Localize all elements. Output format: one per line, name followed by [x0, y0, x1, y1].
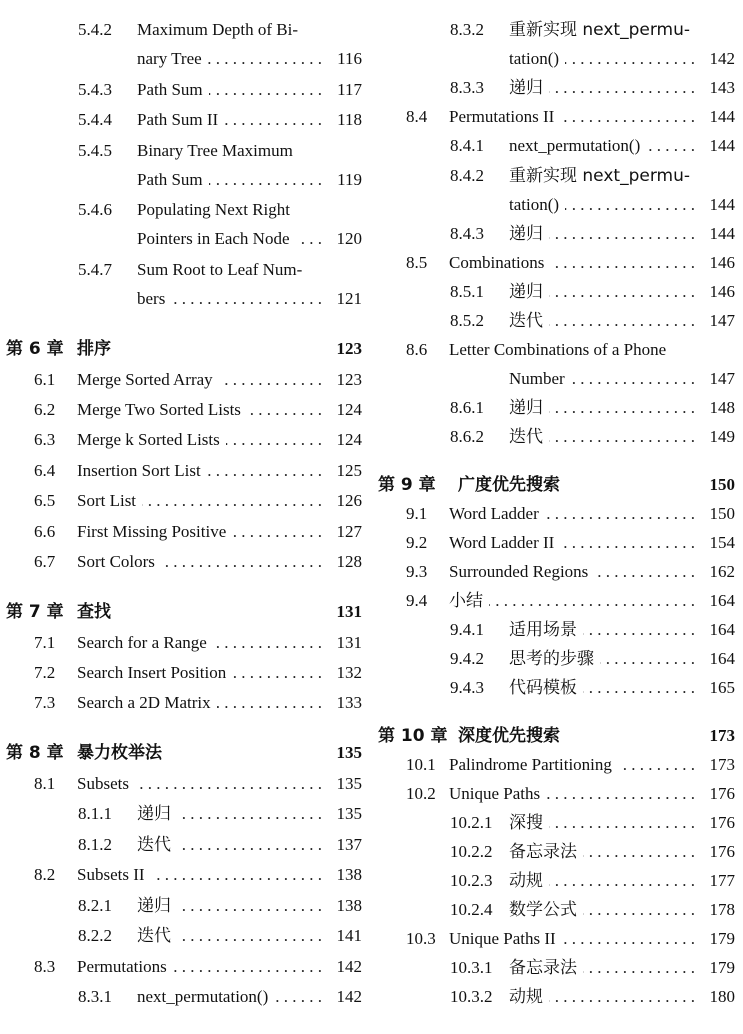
section-number: 10.2.1: [450, 813, 493, 832]
dot-leader: [489, 587, 695, 615]
toc-entry-row[interactable]: [378, 838, 735, 866]
page-number: 165: [709, 678, 735, 697]
entry-title: Sort Colors: [77, 552, 155, 571]
section-number: 9.4.2: [450, 649, 484, 668]
entry-title: Populating Next Right: [137, 200, 290, 219]
entry-title: First Missing Positive: [77, 522, 227, 541]
toc-entry-row[interactable]: [378, 336, 735, 364]
entry-title: 重新实现 next_permu-: [509, 20, 690, 40]
entry-title: Subsets II: [77, 865, 145, 884]
page-number: 142: [336, 987, 362, 1006]
page-number: 126: [336, 491, 362, 510]
section-number: 8.4.2: [450, 166, 484, 185]
page-number: 146: [709, 282, 735, 301]
page-number: 141: [336, 926, 362, 945]
section-number: 8.3.3: [450, 78, 484, 97]
section-number: 7.1: [34, 633, 56, 652]
toc-entry-row[interactable]: [0, 106, 362, 134]
toc-entry-row[interactable]: [378, 645, 735, 673]
dot-leader: [571, 365, 695, 393]
toc-entry-row[interactable]: [378, 45, 735, 73]
chapter-number: 第 6 章: [6, 339, 64, 359]
toc-chapter-row[interactable]: [0, 739, 362, 767]
toc-entry-row[interactable]: [378, 867, 735, 895]
toc-entry-row[interactable]: [378, 162, 735, 190]
section-number: 10.2.3: [450, 871, 493, 890]
section-number: 6.4: [34, 461, 56, 480]
section-number: 8.6: [406, 340, 428, 359]
page-number: 150: [709, 475, 735, 494]
page-number: 131: [336, 633, 362, 652]
entry-title: 递归: [137, 804, 171, 824]
dot-leader: [583, 954, 695, 982]
toc-entry-row[interactable]: [0, 548, 362, 576]
toc-chapter-row[interactable]: [378, 722, 735, 750]
toc-entry-row[interactable]: [0, 76, 362, 104]
dot-leader: [213, 629, 322, 657]
entry-title: Merge k Sorted Lists: [77, 430, 220, 449]
page-number: 128: [336, 552, 362, 571]
toc-chapter-row[interactable]: [378, 471, 735, 499]
section-number: 10.3.1: [450, 958, 493, 977]
page-number: 164: [709, 620, 735, 639]
entry-title: bers: [137, 289, 166, 308]
toc-entry-row[interactable]: [0, 16, 362, 44]
page-number: 131: [336, 602, 362, 621]
entry-title: tation(): [509, 195, 560, 214]
page-number: 124: [336, 400, 362, 419]
page-number: 144: [709, 224, 735, 243]
entry-title: Surrounded Regions: [449, 562, 589, 581]
dot-leader: [560, 103, 695, 131]
dot-leader: [549, 423, 695, 451]
page-number: 142: [709, 49, 735, 68]
toc-entry-row[interactable]: [0, 426, 362, 454]
entry-title: 迭代: [137, 835, 171, 855]
page-number: 149: [709, 427, 735, 446]
page-number: 125: [336, 461, 362, 480]
toc-entry-row[interactable]: [378, 365, 735, 393]
toc-entry-row[interactable]: [0, 256, 362, 284]
page-number: 162: [709, 562, 735, 581]
section-number: 10.2: [406, 784, 436, 803]
toc-entry-row[interactable]: [378, 307, 735, 335]
toc-entry-row[interactable]: [0, 953, 362, 981]
entry-title: 备忘录法: [509, 958, 577, 978]
section-number: 10.3: [406, 929, 436, 948]
section-number: 8.6.2: [450, 427, 484, 446]
dot-leader: [549, 867, 695, 895]
chapter-title: 排序: [77, 339, 111, 359]
dot-leader: [565, 191, 695, 219]
toc-entry-row[interactable]: [378, 674, 735, 702]
dot-leader: [208, 45, 322, 73]
page-number: 127: [336, 522, 362, 541]
toc-entry-row[interactable]: [378, 896, 735, 924]
page-number: 173: [709, 755, 735, 774]
toc-entry-row[interactable]: [378, 751, 735, 779]
entry-title: 递归: [509, 398, 543, 418]
page-number: 144: [709, 195, 735, 214]
toc-entry-row[interactable]: [378, 558, 735, 586]
entry-title: 数学公式: [509, 900, 577, 920]
dot-leader: [549, 307, 695, 335]
chapter-number: 第 9 章: [378, 475, 436, 495]
dot-leader: [600, 645, 695, 673]
toc-chapter-row[interactable]: [0, 598, 362, 626]
toc-entry-row[interactable]: [0, 892, 362, 920]
entry-title: Word Ladder: [449, 504, 539, 523]
dot-leader: [583, 896, 695, 924]
dot-leader: [550, 249, 695, 277]
section-number: 8.5.1: [450, 282, 484, 301]
page-number: 132: [336, 663, 362, 682]
entry-title: Insertion Sort List: [77, 461, 201, 480]
chapter-title: 深度优先搜索: [458, 726, 560, 746]
entry-title: Unique Paths II: [449, 929, 556, 948]
page-number: 147: [709, 311, 735, 330]
section-number: 8.3.2: [450, 20, 484, 39]
entry-title: Binary Tree Maximum: [137, 141, 293, 160]
section-number: 5.4.7: [78, 260, 112, 279]
section-number: 10.2.4: [450, 900, 493, 919]
entry-title: Path Sum: [137, 170, 203, 189]
page-number: 123: [336, 370, 362, 389]
section-number: 8.1.1: [78, 804, 112, 823]
toc-entry-row[interactable]: [0, 983, 362, 1011]
entry-title: Search for a Range: [77, 633, 207, 652]
section-number: 9.4: [406, 591, 428, 610]
section-number: 5.4.2: [78, 20, 112, 39]
toc-entry-row[interactable]: [0, 396, 362, 424]
toc-entry-row[interactable]: [0, 285, 362, 313]
toc-entry-row[interactable]: [0, 137, 362, 165]
section-number: 6.7: [34, 552, 56, 571]
section-number: 8.2.1: [78, 896, 112, 915]
section-number: 10.1: [406, 755, 436, 774]
entry-title: 深搜: [509, 813, 543, 833]
dot-leader: [562, 925, 695, 953]
dot-leader: [135, 770, 322, 798]
entry-title: 备忘录法: [509, 842, 577, 862]
chapter-title: 查找: [77, 602, 111, 622]
page-number: 180: [709, 987, 735, 1006]
section-number: 9.4.3: [450, 678, 484, 697]
entry-title: Search Insert Position: [77, 663, 227, 682]
entry-title: next_permutation(): [137, 987, 269, 1006]
dot-leader: [274, 983, 322, 1011]
page-number: 143: [709, 78, 735, 97]
entry-title: Merge Sorted Array: [77, 370, 213, 389]
dot-leader: [224, 106, 322, 134]
page-number: 142: [336, 957, 362, 976]
dot-leader: [232, 518, 322, 546]
chapter-number: 第 10 章: [378, 726, 448, 746]
section-number: 5.4.3: [78, 80, 112, 99]
dot-leader: [545, 500, 695, 528]
entry-title: Permutations II: [449, 107, 555, 126]
entry-title: next_permutation(): [509, 136, 641, 155]
dot-leader: [549, 394, 695, 422]
page-number: 148: [709, 398, 735, 417]
entry-title: 递归: [509, 282, 543, 302]
dot-leader: [219, 366, 322, 394]
section-number: 9.1: [406, 504, 428, 523]
section-number: 8.5: [406, 253, 428, 272]
page-number: 138: [336, 865, 362, 884]
toc-entry-row[interactable]: [0, 689, 362, 717]
entry-title: Pointers in Each Node: [137, 229, 290, 248]
page-number: 121: [336, 289, 362, 308]
dot-leader: [549, 278, 695, 306]
dot-leader: [177, 922, 322, 950]
section-number: 8.4.1: [450, 136, 484, 155]
entry-title: Merge Two Sorted Lists: [77, 400, 241, 419]
dot-leader: [594, 558, 695, 586]
entry-title: Path Sum: [137, 80, 203, 99]
page-number: 179: [709, 929, 735, 948]
page-number: 179: [709, 958, 735, 977]
entry-title: Subsets: [77, 774, 129, 793]
dot-leader: [177, 800, 322, 828]
page-number: 124: [336, 430, 362, 449]
section-number: 5.4.4: [78, 110, 112, 129]
section-number: 8.4: [406, 107, 428, 126]
page-number: 154: [709, 533, 735, 552]
page-number: 164: [709, 649, 735, 668]
dot-leader: [217, 689, 322, 717]
page-number: 135: [336, 774, 362, 793]
section-number: 6.2: [34, 400, 56, 419]
section-number: 8.1.2: [78, 835, 112, 854]
dot-leader: [546, 780, 695, 808]
toc-entry-row[interactable]: [0, 629, 362, 657]
toc-entry-row[interactable]: [378, 278, 735, 306]
section-number: 7.2: [34, 663, 56, 682]
entry-title: Letter Combinations of a Phone: [449, 340, 667, 359]
section-number: 10.2.2: [450, 842, 493, 861]
toc-entry-row[interactable]: [378, 500, 735, 528]
dot-leader: [583, 838, 695, 866]
section-number: 6.3: [34, 430, 56, 449]
dot-leader: [583, 674, 695, 702]
dot-leader: [646, 132, 695, 160]
dot-leader: [207, 457, 322, 485]
toc-entry-row[interactable]: [378, 616, 735, 644]
chapter-title: 暴力枚举法: [77, 743, 162, 763]
entry-title: 思考的步骤: [509, 649, 594, 669]
entry-title: 适用场景: [509, 620, 577, 640]
page-number: 150: [709, 504, 735, 523]
toc-entry-row[interactable]: [0, 770, 362, 798]
section-number: 10.3.2: [450, 987, 493, 1006]
entry-title: 迭代: [509, 311, 543, 331]
dot-leader: [560, 529, 695, 557]
entry-title: Word Ladder II: [449, 533, 555, 552]
entry-title: nary Tree: [137, 49, 202, 68]
page-number: 135: [336, 804, 362, 823]
page-number: 120: [336, 229, 362, 248]
toc-entry-row[interactable]: [0, 831, 362, 859]
toc-entry-row[interactable]: [378, 103, 735, 131]
dot-leader: [161, 548, 322, 576]
entry-title: 动规: [509, 987, 543, 1007]
dot-leader: [549, 809, 695, 837]
section-number: 9.3: [406, 562, 428, 581]
toc-entry-row[interactable]: [0, 196, 362, 224]
page-number: 146: [709, 253, 735, 272]
toc-chapter-row[interactable]: [0, 335, 362, 363]
chapter-title: 广度优先搜索: [458, 475, 560, 495]
chapter-number: 第 8 章: [6, 743, 64, 763]
toc-entry-row[interactable]: [0, 518, 362, 546]
toc-entry-row[interactable]: [0, 366, 362, 394]
entry-title: Palindrome Partitioning: [449, 755, 612, 774]
dot-leader: [226, 426, 322, 454]
dot-leader: [173, 953, 322, 981]
dot-leader: [142, 487, 322, 515]
entry-title: 迭代: [137, 926, 171, 946]
page-number: 176: [709, 784, 735, 803]
toc-entry-row[interactable]: [378, 16, 735, 44]
page-number: 164: [709, 591, 735, 610]
entry-title: Sum Root to Leaf Num-: [137, 260, 303, 279]
toc-entry-row[interactable]: [378, 74, 735, 102]
dot-leader: [549, 220, 695, 248]
page-number: 147: [709, 369, 735, 388]
section-number: 9.2: [406, 533, 428, 552]
toc-entry-row[interactable]: [0, 800, 362, 828]
page-number: 116: [337, 49, 362, 68]
dot-leader: [151, 861, 322, 889]
page-number: 119: [337, 170, 362, 189]
section-number: 8.3.1: [78, 987, 112, 1006]
toc-entry-row[interactable]: [0, 922, 362, 950]
entry-title: tation(): [509, 49, 560, 68]
toc-entry-row[interactable]: [378, 925, 735, 953]
toc-entry-row[interactable]: [378, 954, 735, 982]
entry-title: Search a 2D Matrix: [77, 693, 211, 712]
entry-title: 递归: [137, 896, 171, 916]
section-number: 6.6: [34, 522, 56, 541]
section-number: 8.2.2: [78, 926, 112, 945]
entry-title: Sort List: [77, 491, 137, 510]
chapter-number: 第 7 章: [6, 602, 64, 622]
entry-title: Maximum Depth of Bi-: [137, 20, 299, 39]
dot-leader: [583, 616, 695, 644]
toc-entry-row[interactable]: [0, 487, 362, 515]
page-number: 177: [709, 871, 735, 890]
entry-title: 动规: [509, 871, 543, 891]
dot-leader: [209, 76, 322, 104]
section-number: 5.4.6: [78, 200, 112, 219]
section-number: 8.6.1: [450, 398, 484, 417]
section-number: 8.2: [34, 865, 56, 884]
toc-entry-row[interactable]: [0, 225, 362, 253]
section-number: 9.4.1: [450, 620, 484, 639]
toc-entry-row[interactable]: [378, 809, 735, 837]
dot-leader: [565, 45, 695, 73]
entry-title: 代码模板: [509, 678, 577, 698]
entry-title: 小结: [449, 591, 483, 611]
page-number: 138: [336, 896, 362, 915]
page-number: 176: [709, 813, 735, 832]
page-number: 137: [336, 835, 362, 854]
dot-leader: [177, 892, 322, 920]
section-number: 6.5: [34, 491, 56, 510]
entry-title: Number: [509, 369, 565, 388]
toc-entry-row[interactable]: [0, 861, 362, 889]
section-number: 8.5.2: [450, 311, 484, 330]
toc-entry-row[interactable]: [0, 659, 362, 687]
dot-leader: [232, 659, 322, 687]
page-number: 144: [709, 107, 735, 126]
dot-leader: [549, 983, 695, 1011]
entry-title: 迭代: [509, 427, 543, 447]
toc-entry-row[interactable]: [0, 457, 362, 485]
toc-entry-row[interactable]: [378, 423, 735, 451]
section-number: 5.4.5: [78, 141, 112, 160]
page-number: 118: [337, 110, 362, 129]
toc-entry-row[interactable]: [378, 220, 735, 248]
page-number: 176: [709, 842, 735, 861]
toc-entry-row[interactable]: [378, 132, 735, 160]
entry-title: Unique Paths: [449, 784, 541, 803]
section-number: 6.1: [34, 370, 56, 389]
entry-title: 递归: [509, 224, 543, 244]
dot-leader: [549, 74, 695, 102]
toc-entry-row[interactable]: [378, 587, 735, 615]
toc-entry-row[interactable]: [378, 780, 735, 808]
dot-leader: [209, 166, 322, 194]
toc-entry-row[interactable]: [0, 166, 362, 194]
dot-leader: [296, 225, 322, 253]
toc-entry-row[interactable]: [378, 191, 735, 219]
page-number: 144: [709, 136, 735, 155]
section-number: 7.3: [34, 693, 56, 712]
page-number: 133: [336, 693, 362, 712]
toc-entry-row[interactable]: [378, 529, 735, 557]
section-number: 8.1: [34, 774, 56, 793]
page-number: 135: [336, 743, 362, 762]
toc-entry-row[interactable]: [378, 394, 735, 422]
dot-leader: [177, 831, 322, 859]
entry-title: Path Sum II: [137, 110, 219, 129]
page-number: 178: [709, 900, 735, 919]
dot-leader: [618, 751, 695, 779]
page-number: 173: [709, 726, 735, 745]
entry-title: Combinations: [449, 253, 545, 272]
page-number: 117: [337, 80, 362, 99]
entry-title: 递归: [509, 78, 543, 98]
entry-title: Permutations: [77, 957, 167, 976]
section-number: 8.4.3: [450, 224, 484, 243]
dot-leader: [247, 396, 322, 424]
toc-entry-row[interactable]: [0, 45, 362, 73]
page-number: 123: [336, 339, 362, 358]
toc-entry-row[interactable]: [378, 249, 735, 277]
dot-leader: [171, 285, 322, 313]
section-number: 8.3: [34, 957, 56, 976]
entry-title: 重新实现 next_permu-: [509, 166, 690, 186]
toc-entry-row[interactable]: [378, 983, 735, 1011]
